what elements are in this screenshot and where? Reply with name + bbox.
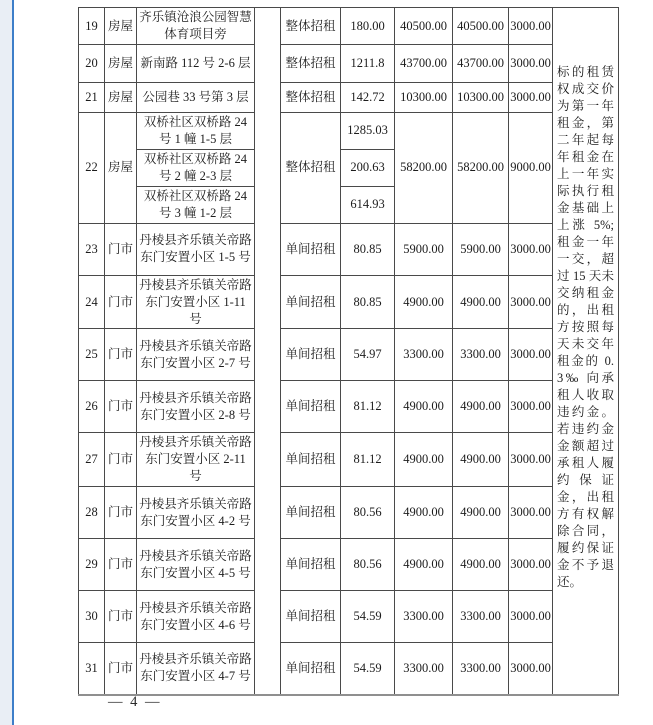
price-a-value: 58200.00 [395,113,453,224]
row-address: 新南路 112 号 2-6 层 [137,45,255,83]
lease-method: 单间招租 [281,539,341,591]
price-a-value: 3300.00 [395,643,453,695]
row-address: 齐乐镇沧浪公园智慧体育项目旁 [137,8,255,45]
table-row [79,643,619,695]
row-address: 公园巷 33 号第 3 层 [137,83,255,113]
table-row [79,591,619,643]
price-a-value: 4900.00 [395,539,453,591]
area-value: 54.97 [341,329,395,381]
row-address: 双桥社区双桥路 24 号 1 幢 1-5 层 [137,113,255,150]
row-type: 房屋 [105,8,137,45]
area-value: 54.59 [341,591,395,643]
deposit-value: 3000.00 [509,83,553,113]
area-value: 80.85 [341,223,395,275]
area-value: 81.12 [341,433,395,487]
deposit-value: 3000.00 [509,8,553,45]
price-a-value: 4900.00 [395,381,453,433]
lease-method: 单间招租 [281,381,341,433]
row-type: 房屋 [105,113,137,224]
lease-method: 整体招租 [281,113,341,224]
price-b-value: 3300.00 [453,591,509,643]
page-edge-strip [0,0,12,725]
row-type: 门市 [105,275,137,329]
notes-text: 标的租赁权成交价为第一年租金，第二年起每年租金在上一年实际执行租金基础上上涨 5%; 租金一年一交，超过 15 天未交纳租金的，出租方按照每天未交年租金的 0.3‰ 向承租人收取违约金。若违约金金额超过承租人履约保证金，出租方有权解除合同，履约保证金不予退还。 [557,65,614,589]
price-b-value: 3300.00 [453,329,509,381]
row-type: 门市 [105,329,137,381]
row-seq: 31 [79,643,105,695]
area-value: 54.59 [341,643,395,695]
lease-method: 整体招租 [281,8,341,45]
price-b-value: 4900.00 [453,381,509,433]
empty-column-cell [255,8,281,695]
table-row [79,113,619,150]
lease-method: 单间招租 [281,591,341,643]
price-b-value: 10300.00 [453,83,509,113]
row-address: 丹棱县齐乐镇关帝路东门安置小区 4-7 号 [137,643,255,695]
price-b-value: 5900.00 [453,223,509,275]
row-seq: 19 [79,8,105,45]
deposit-value: 3000.00 [509,45,553,83]
area-value: 80.85 [341,275,395,329]
price-b-value: 40500.00 [453,8,509,45]
table-row [79,83,619,113]
row-address: 丹棱县齐乐镇关帝路东门安置小区 2-11 号 [137,433,255,487]
row-address: 丹棱县齐乐镇关帝路东门安置小区 4-6 号 [137,591,255,643]
table-row [79,275,619,329]
area-value: 1211.8 [341,45,395,83]
row-type: 门市 [105,643,137,695]
lease-method: 单间招租 [281,433,341,487]
row-address: 丹棱县齐乐镇关帝路东门安置小区 4-5 号 [137,539,255,591]
row-address: 丹棱县齐乐镇关帝路东门安置小区 1-5 号 [137,223,255,275]
area-value: 200.63 [341,149,395,186]
deposit-value: 9000.00 [509,113,553,224]
price-a-value: 4900.00 [395,275,453,329]
row-address: 丹棱县齐乐镇关帝路东门安置小区 2-8 号 [137,381,255,433]
lease-method: 单间招租 [281,329,341,381]
row-address: 丹棱县齐乐镇关帝路东门安置小区 4-2 号 [137,487,255,539]
row-address: 丹棱县齐乐镇关帝路东门安置小区 1-11 号 [137,275,255,329]
lease-method: 单间招租 [281,223,341,275]
price-a-value: 40500.00 [395,8,453,45]
lease-method: 整体招租 [281,83,341,113]
price-a-value: 4900.00 [395,433,453,487]
area-value: 180.00 [341,8,395,45]
price-b-value: 4900.00 [453,487,509,539]
row-type: 门市 [105,487,137,539]
lease-method: 单间招租 [281,487,341,539]
deposit-value: 3000.00 [509,539,553,591]
table-row [79,329,619,381]
price-a-value: 4900.00 [395,487,453,539]
deposit-value: 3000.00 [509,275,553,329]
row-type: 房屋 [105,83,137,113]
lease-method: 单间招租 [281,643,341,695]
price-b-value: 4900.00 [453,275,509,329]
deposit-value: 3000.00 [509,433,553,487]
price-a-value: 3300.00 [395,329,453,381]
table-row [79,8,619,45]
row-type: 门市 [105,433,137,487]
row-type: 门市 [105,223,137,275]
area-value: 80.56 [341,487,395,539]
row-type: 门市 [105,591,137,643]
lease-method: 整体招租 [281,45,341,83]
page-edge-line [12,0,14,725]
area-value: 81.12 [341,381,395,433]
row-seq: 30 [79,591,105,643]
row-seq: 21 [79,83,105,113]
row-type: 门市 [105,381,137,433]
row-seq: 23 [79,223,105,275]
price-a-value: 3300.00 [395,591,453,643]
price-b-value: 43700.00 [453,45,509,83]
row-seq: 26 [79,381,105,433]
row-seq: 28 [79,487,105,539]
price-a-value: 10300.00 [395,83,453,113]
table-row [79,223,619,275]
page-number: — 4 — [108,694,162,710]
area-value: 80.56 [341,539,395,591]
price-b-value: 3300.00 [453,643,509,695]
row-type: 房屋 [105,45,137,83]
table-row [79,539,619,591]
price-b-value: 4900.00 [453,539,509,591]
notes-cell [553,8,619,695]
row-seq: 27 [79,433,105,487]
row-address: 双桥社区双桥路 24 号 3 幢 1-2 层 [137,186,255,223]
table-row [79,381,619,433]
area-value: 142.72 [341,83,395,113]
price-b-value: 58200.00 [453,113,509,224]
deposit-value: 3000.00 [509,381,553,433]
area-value: 1285.03 [341,113,395,150]
row-seq: 24 [79,275,105,329]
row-type: 门市 [105,539,137,591]
lease-listing-table [78,7,619,696]
price-a-value: 5900.00 [395,223,453,275]
deposit-value: 3000.00 [509,329,553,381]
table-row [79,487,619,539]
deposit-value: 3000.00 [509,223,553,275]
row-address: 丹棱县齐乐镇关帝路东门安置小区 2-7 号 [137,329,255,381]
deposit-value: 3000.00 [509,487,553,539]
row-seq: 20 [79,45,105,83]
price-b-value: 4900.00 [453,433,509,487]
row-seq: 22 [79,113,105,224]
table-row [79,433,619,487]
deposit-value: 3000.00 [509,591,553,643]
area-value: 614.93 [341,186,395,223]
table-row [79,45,619,83]
row-seq: 29 [79,539,105,591]
deposit-value: 3000.00 [509,643,553,695]
row-address: 双桥社区双桥路 24 号 2 幢 2-3 层 [137,149,255,186]
row-seq: 25 [79,329,105,381]
lease-method: 单间招租 [281,275,341,329]
price-a-value: 43700.00 [395,45,453,83]
